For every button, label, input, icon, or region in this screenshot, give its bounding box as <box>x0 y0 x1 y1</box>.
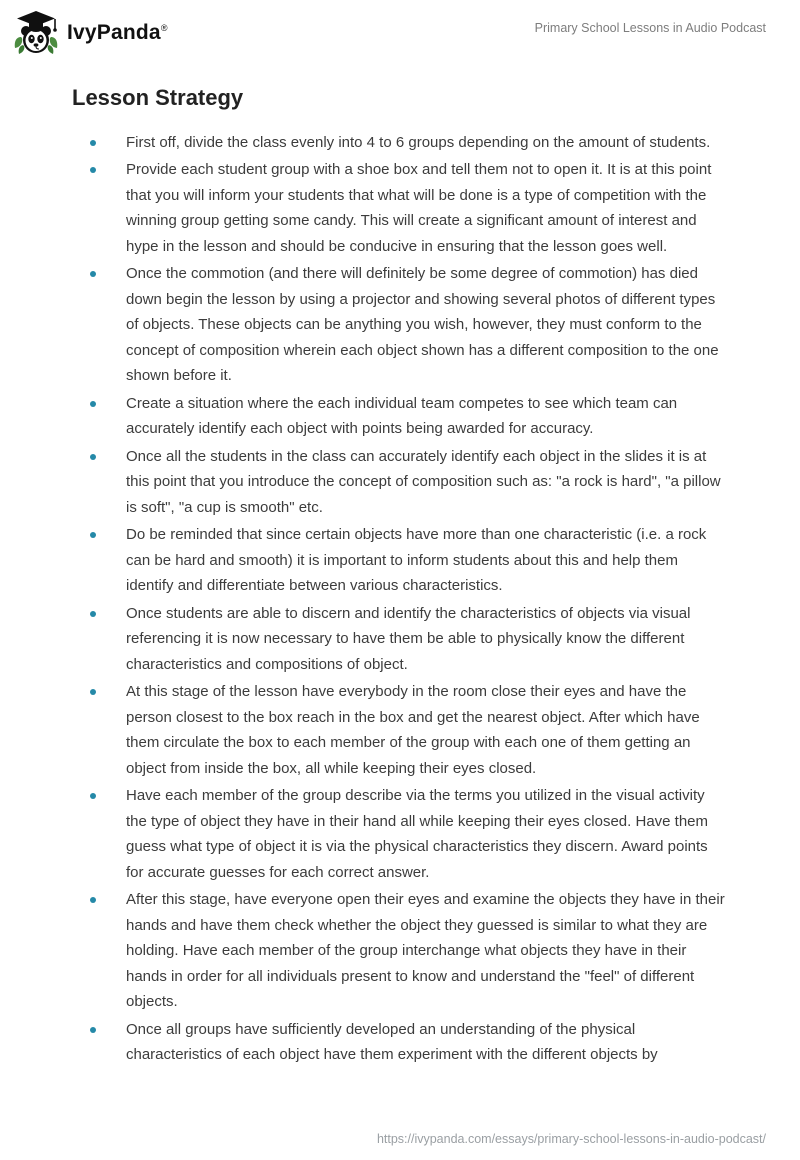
bullet-dot-icon <box>90 167 96 173</box>
bullet-dot-icon <box>90 1027 96 1033</box>
list-item <box>72 261 728 389</box>
list-item <box>72 444 728 521</box>
bullet-dot-icon <box>90 532 96 538</box>
list-item <box>72 522 728 599</box>
list-item <box>72 679 728 781</box>
page-header <box>0 0 800 58</box>
brand-logo <box>14 9 168 57</box>
list-item-text: Once students are able to discern and identify the characteristics of objects via visual referencing it is now necessary to have them be able to physically know the different characteristics and compositions of object. <box>126 604 691 673</box>
list-item <box>72 783 728 885</box>
list-item-text: Once all groups have sufficiently developed an understanding of the physical characteristics of each object have them experiment with the different objects by <box>126 1020 658 1063</box>
registered-mark: ® <box>160 23 168 33</box>
list-item-text: Do be reminded that since certain objects have more than one characteristic (i.e. a rock can be hard and smooth) it is important to inform students about this and help them identify and differentiate between various characteristics. <box>126 526 707 594</box>
bullet-dot-icon <box>90 454 96 460</box>
bullet-dot-icon <box>90 401 96 407</box>
list-item <box>72 391 728 442</box>
list-item <box>72 130 728 156</box>
bullet-dot-icon <box>90 793 96 799</box>
content-area <box>0 84 800 1068</box>
list-item-text: First off, divide the class evenly into 4 to 6 groups depending on the amount of students. <box>126 133 711 151</box>
bullet-list <box>72 130 728 1068</box>
footer-url: https://ivypanda.com/essays/primary-school-lessons-in-audio-podcast/ <box>376 1132 766 1146</box>
brand-wordmark: IvyPanda® <box>67 21 168 44</box>
list-item <box>72 1017 728 1068</box>
list-item <box>72 887 728 1015</box>
list-item-text: At this stage of the lesson have everybody in the room close their eyes and have the person closest to the box reach in the box and get the nearest object. After which have them circulate the box to each member of the group with each one of them getting an object from inside the box, all while keeping their eyes closed. <box>126 683 700 777</box>
bullet-dot-icon <box>90 140 96 146</box>
list-item-text: Create a situation where the each individual team competes to see which team can accurately identify each object with points being awarded for accuracy. <box>126 394 678 437</box>
page-title: Lesson Strategy <box>72 85 244 110</box>
bullet-dot-icon <box>90 897 96 903</box>
list-item-text: After this stage, have everyone open their eyes and examine the objects they have in their hands and have them check whether the object they guessed is similar to what they are holding. Have each member of the group interchange what objects they have in their hands in order for all individuals present to know and understand the "feel" of different objects. <box>126 891 725 1010</box>
list-item <box>72 157 728 259</box>
bullet-dot-icon <box>90 689 96 695</box>
list-item-text: Once all the students in the class can accurately identify each object in the slides it is at this point that you introduce the concept of composition such as: "a rock is hard", "a pillow is soft", "a cup is smooth" etc. <box>126 447 721 516</box>
list-item-text: Once the commotion (and there will definitely be some degree of commotion) has died down begin the lesson by using a projector and showing several photos of different types of objects. These objects can be anything you wish, however, they must conform to the concept of composition wherein each object shown has a different composition to the one shown before it. <box>126 265 719 384</box>
bullet-dot-icon <box>90 611 96 617</box>
bullet-dot-icon <box>90 271 96 277</box>
list-item-text: Have each member of the group describe via the terms you utilized in the visual activity the type of object they have in their hand all while keeping their eyes closed. Have them guess what type of object it is via the physical characteristics they discern. Award points for accurate guesses for each correct answer. <box>126 787 709 881</box>
list-item-text: Provide each student group with a shoe box and tell them not to open it. It is at this point that you will inform your students that what will be done is a type of competition with the winning group getting some candy. This will create a significant amount of interest and hype in the lesson and should be conducive in ensuring that the lesson goes well. <box>126 161 712 255</box>
ivypanda-panda-logo-icon <box>14 9 58 57</box>
list-item <box>72 601 728 678</box>
doc-header-title: Primary School Lessons in Audio Podcast <box>534 21 766 35</box>
